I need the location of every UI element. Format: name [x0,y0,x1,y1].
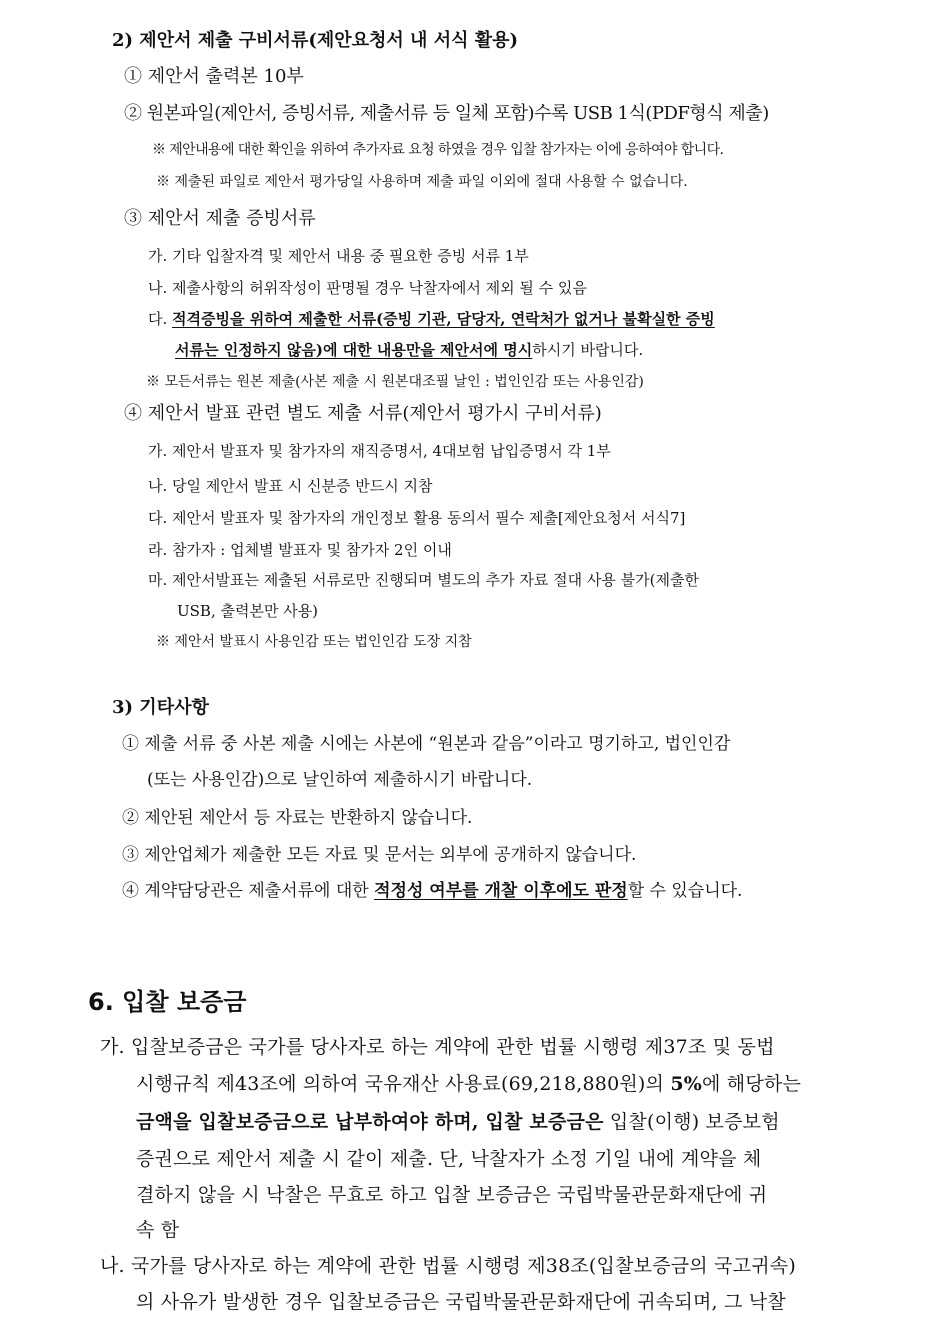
section-2-item-3-c [148,310,715,328]
item-4-prefix: ④ 계약담당관은 제출서류에 대한 [122,881,375,901]
section-2-item-3-a: 가. 기타 입찰자격 및 제안서 내용 중 필요한 증빙 서류 1부 [148,247,529,265]
ga-line2-a: 시행규칙 제43조에 의하여 국유재산 사용료(69,218,880원)의 [136,1073,671,1095]
section-2-item-3-b: 나. 제출사항의 허위작성이 판명될 경우 낙찰자에서 제외 될 수 있음 [148,279,587,297]
section-2-item-4-e: 마. 제안서발표는 제출된 서류로만 진행되며 별도의 추가 자료 절대 사용 불가(제출한 [148,571,699,589]
section-2-item-4-e-cont: USB, 출력본만 사용) [177,602,319,620]
section-6-heading: 6. 입찰 보증금 [88,988,247,1016]
section-3-heading: 3) 기타사항 [112,697,209,718]
section-6-ga-cont: 속 함 [136,1219,180,1241]
ga-line3-emphasis: 금액을 입찰보증금으로 납부하여야 하며, 입찰 보증금은 [136,1111,604,1133]
section-6-ga-cont [136,1111,780,1134]
section-2-heading: 2) 제안서 제출 구비서류(제안요청서 내 서식 활용) [112,30,519,51]
ga-line2-percent: 5% [670,1073,703,1095]
section-2-item-4-note: ※ 제안서 발표시 사용인감 또는 법인인감 도장 지참 [156,634,472,650]
item-4-emphasis: 적정성 여부를 개찰 이후에도 판정 [374,881,628,901]
section-6-ga-cont: 증권으로 제안서 제출 시 같이 제출. 단, 낙찰자가 소정 기일 내에 계약을 체 [136,1148,762,1170]
section-3-item-1-cont: (또는 사용인감)으로 날인하여 제출하시기 바랍니다. [147,770,533,790]
section-6-ga: 가. 입찰보증금은 국가를 당사자로 하는 계약에 관한 법률 시행령 제37조 및 동법 [100,1036,775,1058]
section-2-item-2-note: ※ 제안내용에 대한 확인을 위하여 추가자료 요청 하였을 경우 입찰 참가자는 이에 응하여야 합니다. [152,142,724,158]
section-3-item-2: ② 제안된 제안서 등 자료는 반환하지 않습니다. [122,808,473,828]
item-3-c-tail: 하시기 바랍니다. [532,341,644,359]
section-6-na-cont: 의 사유가 발생한 경우 입찰보증금은 국립박물관문화재단에 귀속되며, 그 낙찰 [136,1291,786,1313]
section-3-item-4 [122,881,742,901]
section-2-item-1: ① 제안서 출력본 10부 [124,66,304,87]
section-2-item-2: ② 원본파일(제안서, 증빙서류, 제출서류 등 일체 포함)수록 USB 1식(PDF형식 제출) [124,103,769,124]
section-2-item-3: ③ 제안서 제출 증빙서류 [124,208,316,229]
section-2-item-3-note: ※ 모든서류는 원본 제출(사본 제출 시 원본대조필 날인 : 법인인감 또는 사용인감) [146,374,644,390]
section-2-item-3-c-cont [175,341,643,359]
ga-line2-b: 에 해당하는 [702,1073,802,1095]
section-2-item-2-note: ※ 제출된 파일로 제안서 평가당일 사용하며 제출 파일 이외에 절대 사용할 수 없습니다. [156,174,688,190]
section-6-ga-cont: 결하지 않을 시 낙찰은 무효로 하고 입찰 보증금은 국립박물관문화재단에 귀 [136,1184,768,1206]
section-6-ga-cont [136,1073,801,1096]
section-2-item-4-c: 다. 제안서 발표자 및 참가자의 개인정보 활용 동의서 필수 제출[제안요청서 서식7] [148,509,686,527]
item-4-tail: 할 수 있습니다. [627,881,743,901]
section-2-item-4-d: 라. 참가자 : 업체별 발표자 및 참가자 2인 이내 [148,541,452,559]
item-3-c-emphasis: 서류는 인정하지 않음)에 대한 내용만을 제안서에 명시 [175,341,533,359]
section-3-item-1: ① 제출 서류 중 사본 제출 시에는 사본에 “원본과 같음”이라고 명기하고, 법인인감 [122,734,731,754]
section-2-item-4-a: 가. 제안서 발표자 및 참가자의 재직증명서, 4대보험 납입증명서 각 1부 [148,442,611,460]
item-3-c-prefix: 다. [148,310,173,328]
section-2-item-4-b: 나. 당일 제안서 발표 시 신분증 반드시 지참 [148,477,433,495]
section-3-item-3: ③ 제안업체가 제출한 모든 자료 및 문서는 외부에 공개하지 않습니다. [122,845,637,865]
section-6-na: 나. 국가를 당사자로 하는 계약에 관한 법률 시행령 제38조(입찰보증금의 국고귀속) [100,1255,796,1277]
section-2-item-4: ④ 제안서 발표 관련 별도 제출 서류(제안서 평가시 구비서류) [124,403,602,424]
item-3-c-emphasis: 적격증빙을 위하여 제출한 서류(증빙 기관, 담당자, 연락처가 없거나 불확실한 증빙 [172,310,715,328]
ga-line3-tail: 입찰(이행) 보증보험 [603,1111,780,1133]
